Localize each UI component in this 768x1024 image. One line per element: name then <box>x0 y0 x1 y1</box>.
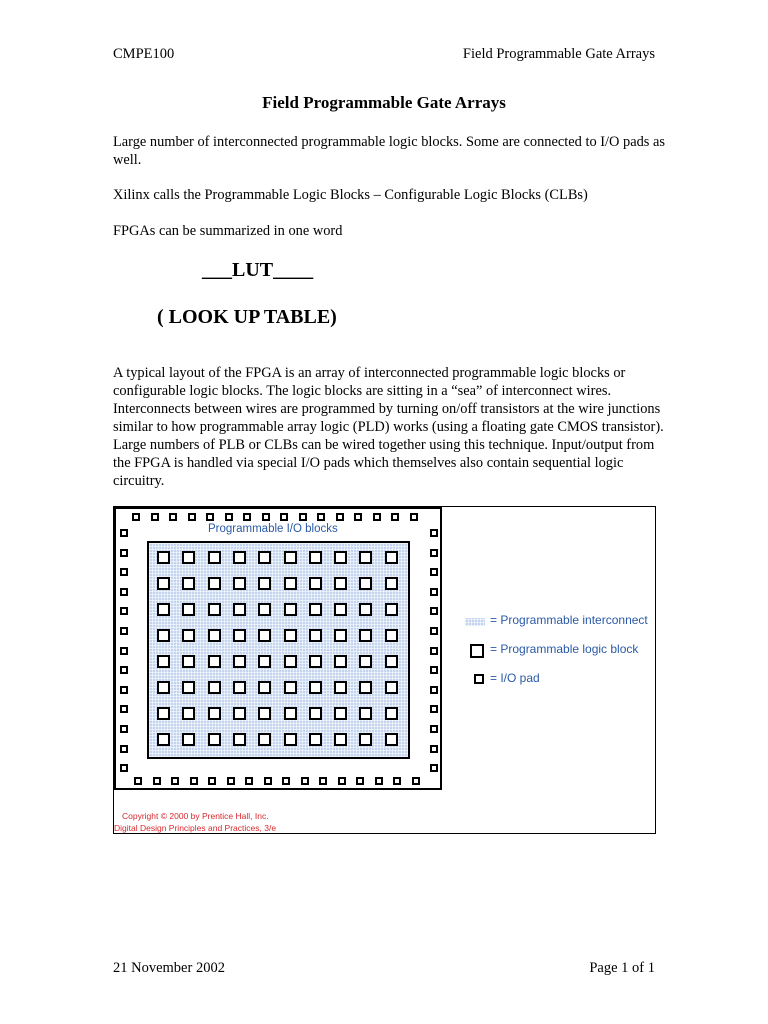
copyright-line-1: Copyright © 2000 by Prentice Hall, Inc. <box>122 811 269 821</box>
logic-block <box>385 681 398 694</box>
logic-block <box>208 681 221 694</box>
lut-word: ___LUT____ <box>202 259 314 281</box>
io-pad <box>430 549 438 557</box>
io-pad <box>430 607 438 615</box>
logic-block <box>208 551 221 564</box>
io-pad <box>120 705 128 713</box>
logic-block <box>208 629 221 642</box>
io-pad <box>190 777 198 785</box>
paragraph-summary: FPGAs can be summarized in one word <box>113 223 343 239</box>
lut-expansion: ( LOOK UP TABLE) <box>157 306 337 328</box>
io-pad <box>120 627 128 635</box>
io-pad <box>120 686 128 694</box>
io-pad <box>354 513 362 521</box>
logic-block <box>334 733 347 746</box>
interconnect-array <box>147 541 410 759</box>
legend-logic-block: = Programmable logic block <box>490 642 639 656</box>
logic-block <box>258 629 271 642</box>
logic-block <box>359 577 372 590</box>
io-pad <box>338 777 346 785</box>
logic-block <box>182 681 195 694</box>
logic-block <box>359 603 372 616</box>
copyright-line-2: Digital Design Principles and Practices, 3/e <box>114 823 277 833</box>
io-pad <box>262 513 270 521</box>
io-pad <box>264 777 272 785</box>
io-pad <box>120 647 128 655</box>
io-pad <box>120 529 128 537</box>
io-pad <box>430 725 438 733</box>
io-pad <box>151 513 159 521</box>
logic-block <box>233 577 246 590</box>
paragraph-xilinx: Xilinx calls the Programmable Logic Blocks – Configurable Logic Blocks (CLBs) <box>113 187 588 203</box>
io-pad <box>301 777 309 785</box>
io-pad <box>227 777 235 785</box>
io-pad <box>134 777 142 785</box>
io-pad <box>430 666 438 674</box>
logic-block <box>233 629 246 642</box>
logic-block-swatch <box>470 644 484 658</box>
paragraph-layout: A typical layout of the FPGA is an array of interconnected programmable logic blocks or configurable logic blocks. The logic blocks are sitting in a “sea” of interconnect wires. Interconnects between wires are programmed by turning on/off transistors at the wire junctions similar to how programmable array logic (PLD) works (using a floating gate CMOS transistor). Large numbers of PLB or CLBs can be wired together using this technique. Input/output from the FPGA is handled via special I/O pads which themselves also contain sequential logic circuitry. <box>113 365 664 489</box>
logic-block <box>334 655 347 668</box>
io-pad <box>430 529 438 537</box>
logic-block <box>208 733 221 746</box>
logic-block <box>359 629 372 642</box>
io-pad <box>430 588 438 596</box>
io-pad <box>120 764 128 772</box>
io-pad <box>153 777 161 785</box>
logic-block <box>157 577 170 590</box>
logic-block <box>233 603 246 616</box>
logic-block <box>284 733 297 746</box>
logic-block <box>258 603 271 616</box>
io-pad <box>243 513 251 521</box>
logic-block <box>284 655 297 668</box>
io-pad <box>120 725 128 733</box>
io-pad <box>430 705 438 713</box>
io-pad <box>412 777 420 785</box>
io-pad <box>206 513 214 521</box>
fpga-outline <box>114 507 442 790</box>
io-pad <box>120 666 128 674</box>
io-pad <box>120 607 128 615</box>
logic-block <box>309 707 322 720</box>
io-pad <box>208 777 216 785</box>
header-topic: Field Programmable Gate Arrays <box>462 46 655 62</box>
io-pad <box>373 513 381 521</box>
io-pad <box>245 777 253 785</box>
logic-block <box>309 629 322 642</box>
logic-block <box>359 681 372 694</box>
logic-block <box>284 707 297 720</box>
page-title: Field Programmable Gate Arrays <box>262 93 506 112</box>
io-pad <box>132 513 140 521</box>
io-pad-swatch <box>474 674 484 684</box>
logic-block <box>385 655 398 668</box>
logic-block <box>284 681 297 694</box>
logic-block <box>385 551 398 564</box>
logic-block <box>233 733 246 746</box>
legend-interconnect: = Programmable interconnect <box>490 613 648 627</box>
logic-block <box>157 603 170 616</box>
io-pad <box>225 513 233 521</box>
logic-block <box>258 681 271 694</box>
io-pad <box>120 568 128 576</box>
logic-block <box>233 551 246 564</box>
logic-block <box>284 551 297 564</box>
io-pad <box>120 745 128 753</box>
logic-block <box>258 577 271 590</box>
logic-block <box>309 681 322 694</box>
io-pad <box>430 627 438 635</box>
logic-block <box>208 655 221 668</box>
logic-block <box>334 681 347 694</box>
io-pad <box>393 777 401 785</box>
logic-block <box>334 603 347 616</box>
io-pad <box>120 588 128 596</box>
logic-block <box>182 577 195 590</box>
logic-block <box>334 551 347 564</box>
io-pad <box>430 764 438 772</box>
io-pad <box>280 513 288 521</box>
io-pad <box>430 568 438 576</box>
logic-block <box>157 733 170 746</box>
logic-block <box>182 629 195 642</box>
logic-block <box>309 551 322 564</box>
logic-block <box>258 733 271 746</box>
logic-block <box>157 707 170 720</box>
footer-page-number: Page 1 of 1 <box>589 960 655 976</box>
logic-block <box>334 577 347 590</box>
io-pad <box>356 777 364 785</box>
logic-block <box>334 629 347 642</box>
logic-block <box>309 733 322 746</box>
logic-block <box>334 707 347 720</box>
paragraph-intro: Large number of interconnected programmable logic blocks. Some are connected to I/O pads as well. <box>113 134 665 168</box>
io-pad <box>120 549 128 557</box>
io-pad <box>430 647 438 655</box>
io-pad <box>171 777 179 785</box>
io-pad <box>375 777 383 785</box>
logic-block <box>182 707 195 720</box>
header-course: CMPE100 <box>113 46 175 62</box>
io-pad <box>317 513 325 521</box>
logic-block <box>233 707 246 720</box>
logic-block <box>284 603 297 616</box>
io-pad <box>391 513 399 521</box>
legend-io-pad: = I/O pad <box>490 671 540 685</box>
logic-block <box>182 655 195 668</box>
logic-block <box>385 707 398 720</box>
io-pad <box>336 513 344 521</box>
io-pad <box>188 513 196 521</box>
logic-block <box>385 577 398 590</box>
io-pad <box>410 513 418 521</box>
io-pad <box>282 777 290 785</box>
logic-block <box>182 603 195 616</box>
logic-block <box>359 707 372 720</box>
fpga-figure <box>113 506 656 834</box>
io-pad <box>430 686 438 694</box>
logic-block <box>157 681 170 694</box>
logic-block <box>208 603 221 616</box>
logic-block <box>208 707 221 720</box>
io-pad <box>169 513 177 521</box>
logic-block <box>182 733 195 746</box>
logic-block <box>233 655 246 668</box>
logic-block <box>284 629 297 642</box>
logic-block <box>309 655 322 668</box>
logic-block <box>157 655 170 668</box>
logic-block <box>385 733 398 746</box>
interconnect-swatch <box>465 618 485 626</box>
logic-block <box>182 551 195 564</box>
footer-date: 21 November 2002 <box>113 960 225 976</box>
logic-block <box>359 655 372 668</box>
logic-block <box>258 707 271 720</box>
logic-block <box>359 551 372 564</box>
logic-block <box>208 577 221 590</box>
io-pad <box>299 513 307 521</box>
logic-block <box>385 603 398 616</box>
io-pad <box>430 745 438 753</box>
logic-block <box>359 733 372 746</box>
logic-block <box>258 655 271 668</box>
logic-block <box>157 629 170 642</box>
io-pad <box>319 777 327 785</box>
io-blocks-label: Programmable I/O blocks <box>208 523 338 535</box>
logic-block <box>309 603 322 616</box>
logic-block <box>284 577 297 590</box>
logic-block <box>233 681 246 694</box>
logic-block <box>309 577 322 590</box>
logic-block <box>385 629 398 642</box>
logic-block <box>157 551 170 564</box>
logic-block <box>258 551 271 564</box>
